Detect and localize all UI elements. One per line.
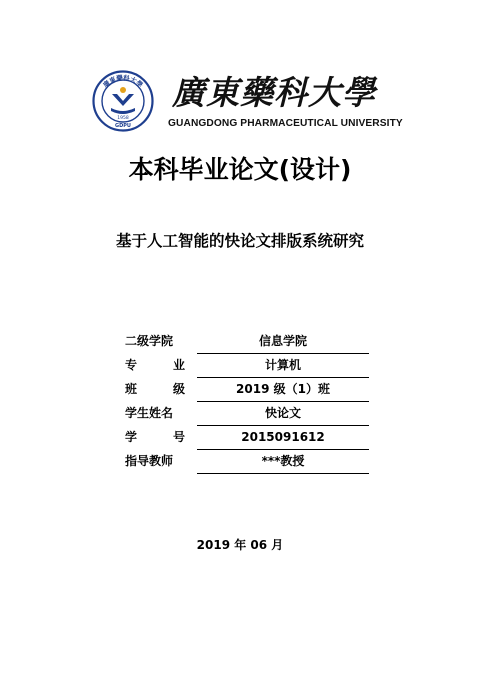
university-name-en: GUANGDONG PHARMACEUTICAL UNIVERSITY bbox=[168, 118, 403, 129]
info-value-college: 信息学院 bbox=[197, 332, 369, 354]
info-row-advisor bbox=[125, 448, 375, 472]
thesis-type-title: 本科毕业论文(设计) bbox=[128, 155, 352, 184]
info-label-student-id: 学 号 bbox=[125, 430, 185, 444]
submission-date: 2019 年 06 月 bbox=[196, 538, 284, 552]
seal-abbr: GDPU bbox=[115, 123, 131, 129]
info-row-college bbox=[125, 328, 375, 352]
info-row-student-id bbox=[125, 424, 375, 448]
university-seal-icon bbox=[92, 70, 154, 132]
info-label-advisor: 指导教师 bbox=[125, 454, 174, 468]
info-row-student-name bbox=[125, 400, 375, 424]
info-value-student-id: 2015091612 bbox=[197, 428, 369, 450]
info-value-advisor: ***教授 bbox=[197, 452, 369, 474]
info-label-class: 班 级 bbox=[125, 382, 185, 396]
university-name-cn: 廣東藥科大學 bbox=[172, 73, 376, 112]
info-label-college: 二级学院 bbox=[125, 334, 174, 348]
info-value-student-name: 快论文 bbox=[197, 404, 369, 426]
thesis-topic: 基于人工智能的快论文排版系统研究 bbox=[115, 232, 364, 250]
seal-ring-text: 廣東藥科大學 bbox=[101, 73, 145, 90]
info-label-student-name: 学生姓名 bbox=[125, 406, 174, 420]
student-info-table bbox=[125, 328, 375, 472]
info-row-class bbox=[125, 376, 375, 400]
info-label-major: 专 业 bbox=[125, 358, 185, 372]
seal-year: 1958 bbox=[117, 116, 129, 121]
info-value-class: 2019 级（1）班 bbox=[197, 380, 369, 402]
university-seal-graphic bbox=[92, 70, 154, 132]
info-value-major: 计算机 bbox=[197, 356, 369, 378]
info-row-major bbox=[125, 352, 375, 376]
university-header bbox=[92, 70, 403, 134]
